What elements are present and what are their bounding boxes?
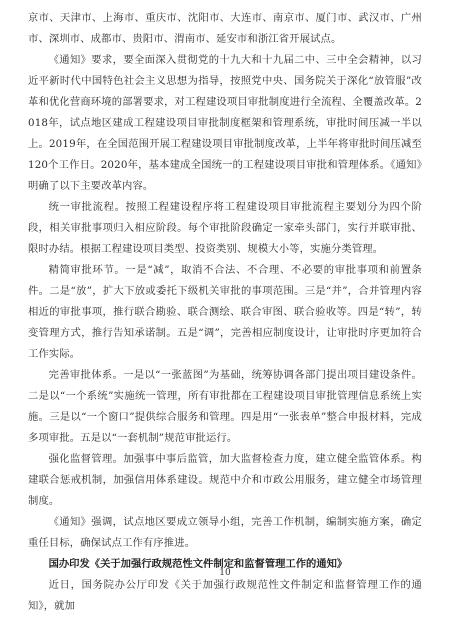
section-heading: 国办印发《关于加强行政规范性文件制定和监督管理工作的通知》	[48, 558, 348, 570]
paragraph-recent: 近日，国务院办公厅印发《关于加强行政规范性文件制定和监督管理工作的通知》，就加	[28, 579, 422, 612]
page-number: 10	[219, 568, 231, 578]
paragraph-supervision: 强化监督管理。加强事中事后监管，加大监督检查力度，建立健全监管体系。构建联合惩戒机制，加强信用体系建设。规范中介和市政公用服务，建立健全市场管理制度。	[28, 453, 422, 507]
paragraph-notice-requirements: 《通知》要求，要全面深入贯彻党的十九大和十九届二中、三中全会精神，以习近平新时代中国特色社会主义思想为指导，按照党中央、国务院关于深化“放管服”改革和优化营商环境的部署要求，对工程建设项目审批制度进行全流程、全覆盖改革。2018年，试点地区建成工程建设项目审批制度框架和管理系统，审批时间压减一半以上。2019年，在全国范围开展工程建设项目审批制度改革，上半年将审批时间压减至120个工作日。2020年，基本建成全国统一的工程建设项目审批和管理体系。《通知》明确了以下主要改革内容。	[28, 54, 422, 192]
paragraph-approval-system: 完善审批体系。一是以“一张蓝图”为基础，统筹协调各部门提出项目建设条件。二是以“一个系统”实施统一管理，所有审批都在工程建设项目审批管理信息系统上实施。三是以“一个窗口”提供综合服务和管理。四是用“一张表单”整合申报材料，完成多项审批。五是以“一套机制”规范审批运行。	[28, 369, 422, 444]
paragraph-continued: 京市、天津市、上海市、重庆市、沈阳市、大连市、南京市、厦门市、武汉市、广州市、深圳市、成都市、贵阳市、渭南市、延安市和浙江省开展试点。	[28, 12, 422, 45]
paragraph-notice-emphasis: 《通知》强调，试点地区要成立领导小组，完善工作机制，编制实施方案，确定重任目标，确保试点工作有序推进。	[28, 516, 422, 549]
paragraph-unified-process: 统一审批流程。按照工程建设程序将工程建设项目审批流程主要划分为四个阶段，相关审批事项归入相应阶段。每个审批阶段确定一家牵头部门，实行并联审批、限时办结。根据工程建设项目类型、投资类别、规模大小等，实施分类管理。	[28, 201, 422, 255]
paragraph-streamline-steps: 精简审批环节。一是“减”，取消不合法、不合理、不必要的审批事项和前置条件。二是“放”，扩大下放或委托下级机关审批的事项范围。三是“并”，合并管理内容相近的审批事项，推行联合勘验、联合测绘、联合审图、联合验收等。四是“转”，转变管理方式，推行告知承诺制。五是“调”，完善相应制度设计，让审批时序更加符合工作实际。	[28, 264, 422, 360]
